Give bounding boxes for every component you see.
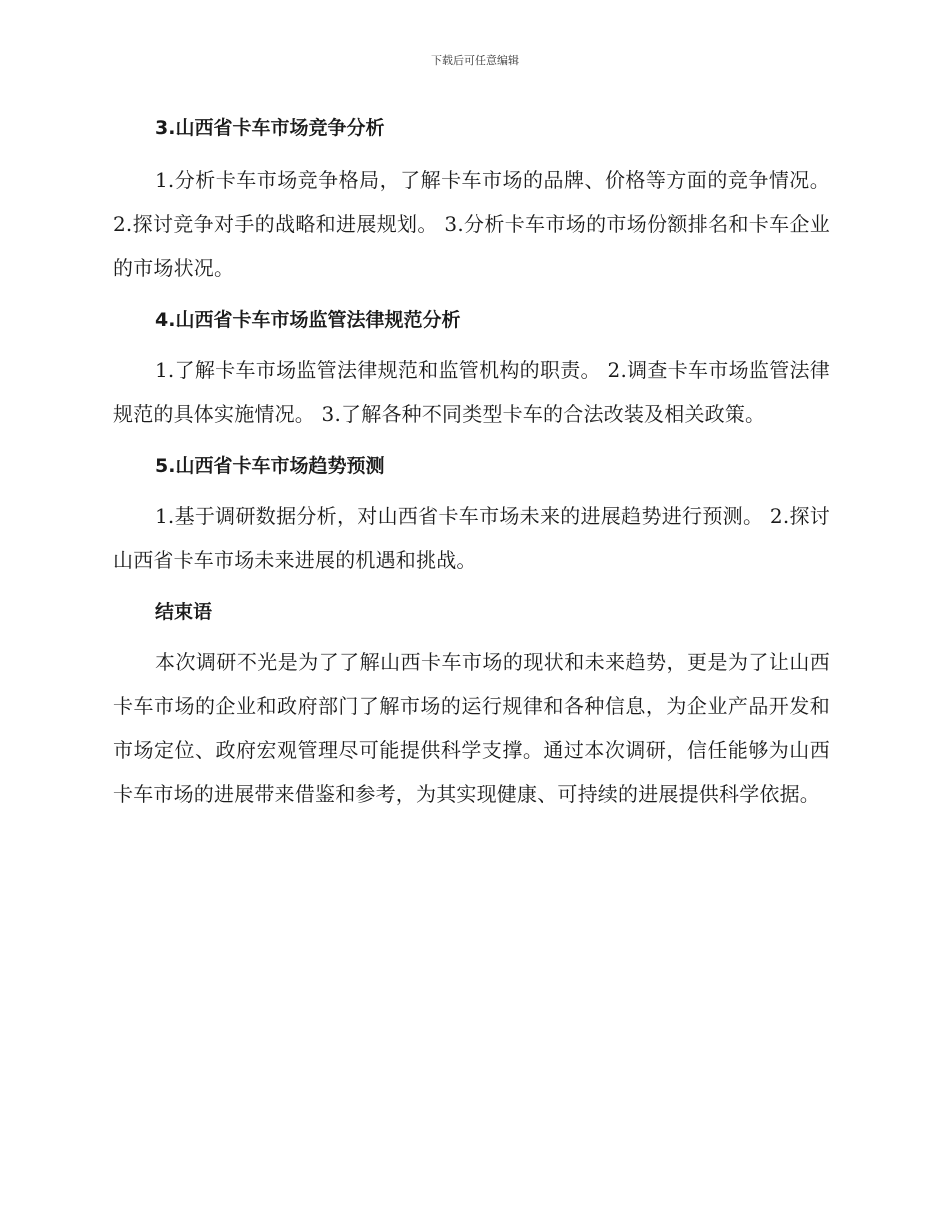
section-body-competition: 1.分析卡车市场竞争格局，了解卡车市场的品牌、价格等方面的竞争情况。 2.探讨竞争对手的战略和进展规划。 3.分析卡车市场的市场份额排名和卡车企业的市场状况。	[113, 168, 830, 280]
section-heading-trend-forecast: 5.山西省卡车市场趋势预测	[155, 455, 385, 477]
document-body	[113, 110, 830, 816]
section-heading-regulation: 4.山西省卡车市场监管法律规范分析	[155, 309, 461, 331]
section-body-conclusion: 本次调研不光是为了了解山西卡车市场的现状和未来趋势，更是为了让山西卡车市场的企业和政府部门了解市场的运行规律和各种信息，为企业产品开发和市场定位、政府宏观管理尽可能提供科学支撑。通过本次调研，信任能够为山西卡车市场的进展带来借鉴和参考，为其实现健康、可持续的进展提供科学依据。	[113, 650, 830, 806]
page-header: 下载后可任意编辑	[431, 54, 519, 67]
section-heading-conclusion: 结束语	[155, 601, 213, 623]
section-heading-competition: 3.山西省卡车市场竞争分析	[155, 117, 385, 139]
section-body-regulation: 1.了解卡车市场监管法律规范和监管机构的职责。 2.调查卡车市场监管法律规范的具体实施情况。 3.了解各种不同类型卡车的合法改装及相关政策。	[113, 358, 830, 426]
section-body-trend-forecast: 1.基于调研数据分析，对山西省卡车市场未来的进展趋势进行预测。 2.探讨山西省卡车市场未来进展的机遇和挑战。	[113, 504, 830, 572]
